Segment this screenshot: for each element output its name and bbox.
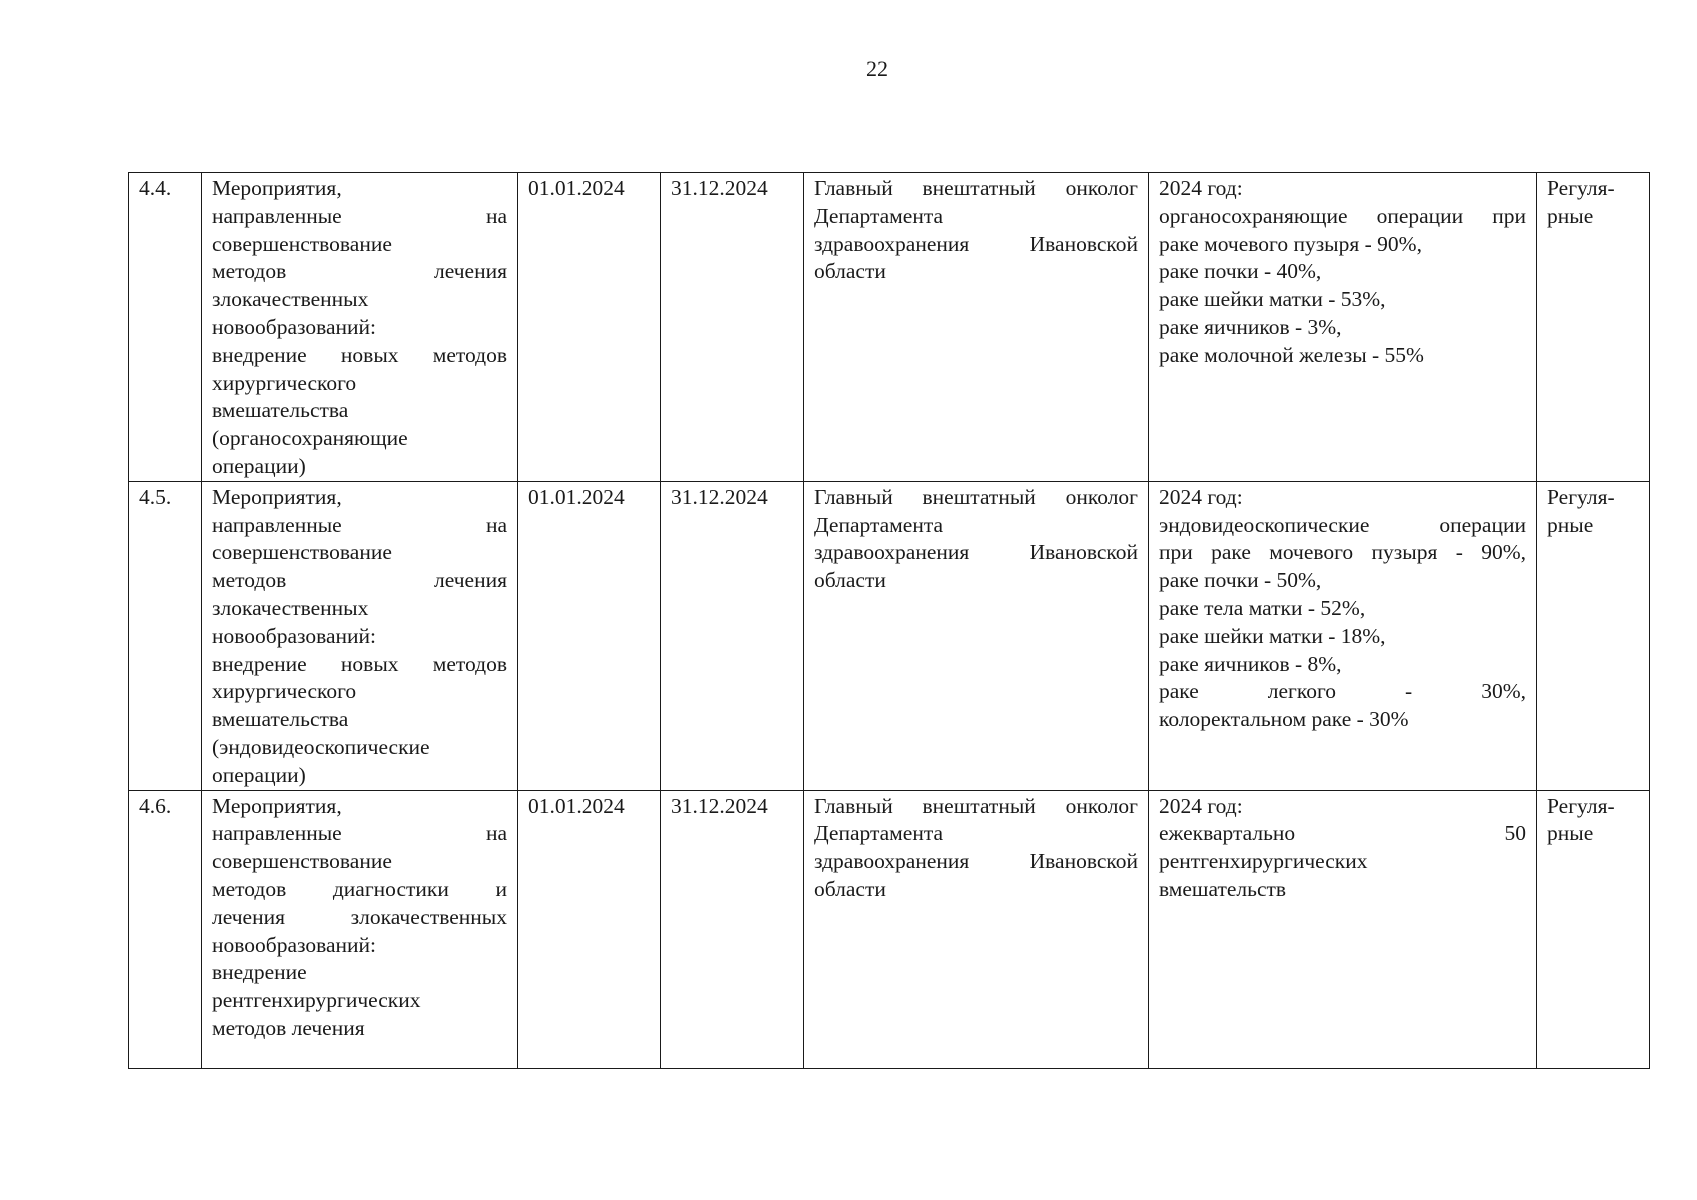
result-text-line: органосохраняющие операции при — [1159, 203, 1526, 228]
item-number-cell — [129, 790, 202, 1068]
responsible-text-line: Департамента — [814, 821, 944, 846]
result-text-line: раке яичников - 3%, — [1159, 314, 1342, 339]
event-text-line: лечения злокачественных — [212, 904, 507, 929]
item-number-cell — [129, 481, 202, 790]
start-date-cell — [518, 790, 661, 1068]
frequency-cell — [1537, 173, 1650, 482]
responsible-cell — [804, 481, 1149, 790]
event-text-line: хирургического — [212, 679, 357, 704]
event-text-line: Мероприятия, — [212, 484, 342, 509]
item-number-cell — [129, 173, 202, 482]
end-date-cell — [661, 173, 804, 482]
responsible-text-line: области — [814, 876, 886, 901]
event-text-line: операции) — [212, 762, 306, 787]
result-cell — [1149, 790, 1537, 1068]
event-cell — [202, 173, 518, 482]
responsible-text-line: здравоохранения Ивановской — [814, 231, 1138, 256]
result-text-line: раке шейки матки - 53%, — [1159, 287, 1386, 312]
start-date: 01.01.2024 — [528, 484, 625, 509]
event-text-line: новообразований: — [212, 314, 377, 339]
frequency-text-line: Регуля- — [1547, 793, 1615, 818]
event-text-line: внедрение новых методов — [212, 342, 507, 367]
responsible-text-line: Главный внештатный онколог — [814, 484, 1138, 509]
event-text-line: рентгенхирургических — [212, 988, 421, 1013]
event-text-line: злокачественных — [212, 595, 369, 620]
item-number: 4.5. — [139, 484, 172, 509]
table-row — [129, 173, 1650, 482]
start-date-cell — [518, 173, 661, 482]
event-text-line: внедрение — [212, 960, 307, 985]
result-text-line: 2024 год: — [1159, 176, 1243, 200]
frequency-cell — [1537, 481, 1650, 790]
responsible-cell — [804, 790, 1149, 1068]
event-text-line: вмешательства — [212, 707, 349, 732]
result-text-line: раке почки - 50%, — [1159, 568, 1322, 593]
result-text-line: при раке мочевого пузыря - 90%, — [1159, 540, 1526, 565]
responsible-cell — [804, 173, 1149, 482]
end-date: 31.12.2024 — [671, 484, 768, 509]
table-row — [129, 790, 1650, 1068]
event-text-line: методов диагностики и — [212, 876, 507, 901]
event-text-line: внедрение новых методов — [212, 651, 507, 676]
frequency-text-line: рные — [1547, 203, 1594, 228]
frequency-cell — [1537, 790, 1650, 1068]
responsible-text-line: области — [814, 259, 886, 284]
result-text-line: раке легкого - 30%, — [1159, 679, 1526, 704]
item-number: 4.6. — [139, 793, 172, 818]
responsible-text-line: области — [814, 568, 886, 593]
result-text-line: 2024 год: — [1159, 484, 1243, 509]
result-cell — [1149, 481, 1537, 790]
event-text-line: методов лечения — [212, 259, 507, 284]
event-text-line: совершенствование — [212, 231, 392, 256]
event-text-line: новообразований: — [212, 932, 377, 957]
result-text-line: раке тела матки - 52%, — [1159, 595, 1366, 620]
event-text-line: хирургического — [212, 370, 357, 395]
event-text-line: операции) — [212, 453, 306, 478]
result-cell — [1149, 173, 1537, 482]
event-text-line: направленные на — [212, 512, 507, 537]
responsible-text-line: Главный внештатный онколог — [814, 176, 1138, 200]
result-text-line: эндовидеоскопические операции — [1159, 512, 1526, 537]
frequency-text-line: рные — [1547, 512, 1594, 537]
event-text-line: совершенствование — [212, 849, 392, 874]
responsible-text-line: Главный внештатный онколог — [814, 793, 1138, 818]
table-body — [129, 173, 1650, 1069]
result-text-line: ежеквартально 50 — [1159, 821, 1526, 846]
event-text-line: направленные на — [212, 203, 507, 228]
responsible-text-line: здравоохранения Ивановской — [814, 849, 1138, 874]
frequency-text-line: Регуля- — [1547, 484, 1615, 509]
frequency-text-line: рные — [1547, 821, 1594, 846]
result-text-line: рентгенхирургических — [1159, 849, 1368, 874]
end-date: 31.12.2024 — [671, 793, 768, 818]
event-text-line: новообразований: — [212, 623, 377, 648]
result-text-line: раке яичников - 8%, — [1159, 651, 1342, 676]
result-text-line: вмешательств — [1159, 876, 1287, 901]
start-date: 01.01.2024 — [528, 176, 625, 200]
event-text-line: Мероприятия, — [212, 176, 342, 200]
item-number: 4.4. — [139, 176, 172, 200]
result-text-line: колоректальном раке - 30% — [1159, 707, 1409, 732]
event-cell — [202, 481, 518, 790]
event-text-line: вмешательства — [212, 398, 349, 423]
event-text-line: злокачественных — [212, 287, 369, 312]
responsible-text-line: Департамента — [814, 512, 944, 537]
activities-table — [128, 172, 1650, 1069]
event-text-line: методов лечения — [212, 1015, 365, 1040]
end-date-cell — [661, 790, 804, 1068]
responsible-text-line: Департамента — [814, 203, 944, 228]
event-cell — [202, 790, 518, 1068]
result-text-line: раке молочной железы - 55% — [1159, 342, 1424, 367]
event-text-line: совершенствование — [212, 540, 392, 565]
event-text-line: направленные на — [212, 821, 507, 846]
end-date: 31.12.2024 — [671, 176, 768, 200]
result-text-line: раке почки - 40%, — [1159, 259, 1322, 284]
result-text-line: 2024 год: — [1159, 793, 1243, 818]
end-date-cell — [661, 481, 804, 790]
result-text-line: раке мочевого пузыря - 90%, — [1159, 231, 1422, 256]
responsible-text-line: здравоохранения Ивановской — [814, 540, 1138, 565]
event-text-line: (органосохраняющие — [212, 426, 408, 451]
event-text-line: Мероприятия, — [212, 793, 342, 818]
event-text-line: (эндовидеоскопические — [212, 734, 430, 759]
event-text-line: методов лечения — [212, 568, 507, 593]
page-number: 22 — [866, 56, 888, 81]
start-date-cell — [518, 481, 661, 790]
result-text-line: раке шейки матки - 18%, — [1159, 623, 1386, 648]
start-date: 01.01.2024 — [528, 793, 625, 818]
frequency-text-line: Регуля- — [1547, 176, 1615, 200]
table-row — [129, 481, 1650, 790]
